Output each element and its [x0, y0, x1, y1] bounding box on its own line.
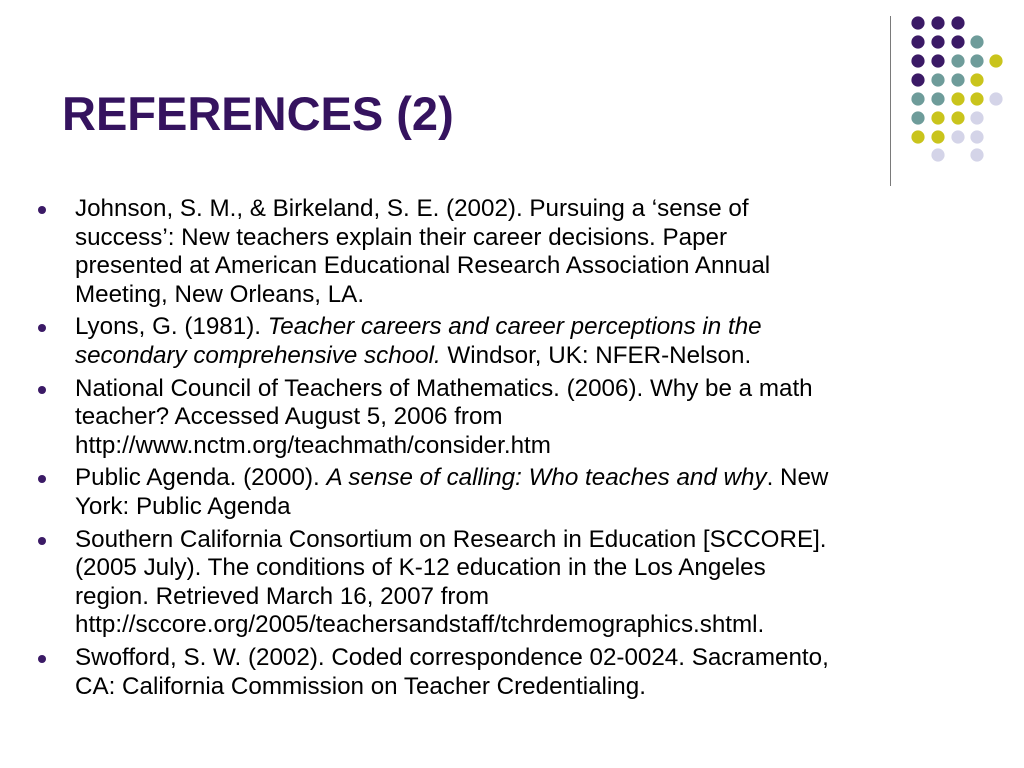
reference-line: CA: California Commission on Teacher Credentialing.: [75, 672, 646, 700]
reference-item-sccore: [38, 526, 1008, 640]
reference-text: Windsor, UK: NFER-Nelson.: [440, 341, 752, 369]
reference-item-johnson: [38, 195, 1008, 309]
reference-item-nctm: [38, 375, 1008, 461]
dot: [970, 35, 983, 48]
reference-line: [75, 313, 1008, 342]
reference-line: [75, 464, 1008, 493]
reference-line: National Council of Teachers of Mathematics. (2006). Why be a math: [75, 374, 813, 402]
dot: [970, 92, 983, 105]
bullet-icon: [38, 206, 46, 214]
reference-line: (2005 July). The conditions of K-12 education in the Los Angeles: [75, 554, 766, 582]
dot: [911, 111, 924, 124]
dot: [951, 111, 964, 124]
dot: [951, 130, 964, 143]
reference-book-title: A sense of calling: Who teaches and why: [326, 464, 767, 492]
reference-item-swofford: [38, 644, 1008, 701]
dot: [951, 92, 964, 105]
reference-line: region. Retrieved March 16, 2007 from: [75, 582, 490, 610]
dot: [911, 92, 924, 105]
reference-text: Lyons, G. (1981).: [75, 313, 268, 341]
dot: [951, 54, 964, 67]
dot: [931, 148, 944, 161]
reference-text: . New: [766, 464, 829, 492]
reference-line: Southern California Consortium on Research in Education [SCCORE].: [75, 525, 827, 553]
reference-text: Public Agenda. (2000).: [75, 464, 327, 492]
dot: [970, 73, 983, 86]
reference-line: http://www.nctm.org/teachmath/consider.htm: [75, 431, 551, 459]
reference-line: teacher? Accessed August 5, 2006 from: [75, 403, 503, 431]
slide-title-text: REFERENCES (2): [62, 87, 454, 140]
reference-list: [38, 195, 1008, 705]
dot: [911, 16, 924, 29]
dot: [911, 35, 924, 48]
dot: [989, 54, 1002, 67]
reference-line: Johnson, S. M., & Birkeland, S. E. (2002). Pursuing a ‘sense of: [75, 195, 749, 222]
dot: [931, 16, 944, 29]
dot: [931, 54, 944, 67]
decorative-dot-grid: [0, 0, 1024, 200]
dot: [931, 130, 944, 143]
bullet-icon: [38, 655, 46, 663]
bullet-icon: [38, 324, 46, 332]
reference-line: Meeting, New Orleans, LA.: [75, 280, 365, 308]
dot: [970, 54, 983, 67]
dot: [951, 16, 964, 29]
dot: [970, 148, 983, 161]
bullet-icon: [38, 475, 46, 483]
reference-item-public-agenda: [38, 464, 1008, 521]
dot: [911, 54, 924, 67]
dot: [911, 73, 924, 86]
dot: [931, 73, 944, 86]
dot: [931, 35, 944, 48]
reference-book-title: secondary comprehensive school.: [75, 341, 441, 369]
dot: [931, 111, 944, 124]
reference-line: York: Public Agenda: [75, 492, 291, 520]
bullet-icon: [38, 537, 46, 545]
dot: [911, 130, 924, 143]
reference-line: [75, 342, 1008, 371]
dot: [989, 92, 1002, 105]
dot: [951, 73, 964, 86]
reference-book-title: Teacher careers and career perceptions in the: [267, 313, 762, 341]
dot: [951, 35, 964, 48]
dot: [970, 130, 983, 143]
reference-item-lyons: [38, 313, 1008, 370]
dot: [931, 92, 944, 105]
dot: [970, 111, 983, 124]
reference-line: presented at American Educational Research Association Annual: [75, 252, 771, 280]
reference-line: success’: New teachers explain their career decisions. Paper: [75, 223, 728, 251]
reference-line: Swofford, S. W. (2002). Coded correspondence 02-0024. Sacramento,: [75, 643, 829, 671]
reference-line: http://sccore.org/2005/teachersandstaff/tchrdemographics.shtml.: [75, 611, 765, 639]
bullet-icon: [38, 386, 46, 394]
